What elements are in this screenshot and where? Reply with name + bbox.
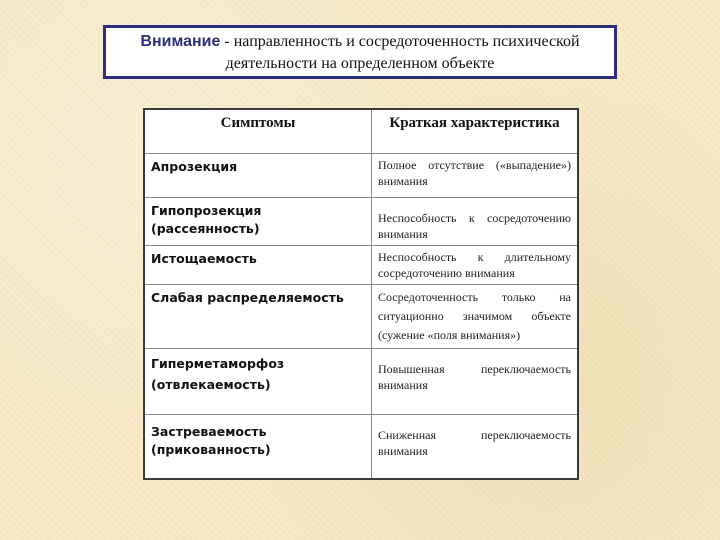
header-symptoms: Симптомы [144, 109, 372, 153]
description-cell: Повышенная переключаемость внимания [372, 348, 579, 414]
symptoms-table [143, 108, 579, 480]
definition-term: Внимание [140, 33, 221, 50]
table-row [144, 153, 578, 197]
symptom-cell: Застреваемость (прикованность) [144, 414, 372, 479]
description-cell: Неспособность к сосредоточению внимания [372, 197, 579, 245]
description-cell: Неспособность к длительному сосредоточению внимания [372, 245, 579, 284]
table-row [144, 414, 578, 479]
description-cell: Сосредоточенность только на ситуационно значимом объекте (сужение «поля внимания») [372, 284, 579, 348]
table-header-row [144, 109, 578, 153]
description-cell: Сниженная переключаемость внимания [372, 414, 579, 479]
symptom-cell: Истощаемость [144, 245, 372, 284]
symptom-cell: Апрозекция [144, 153, 372, 197]
table-row [144, 197, 578, 245]
header-description: Краткая характеристика [372, 109, 579, 153]
description-cell: Полное отсутствие («выпадение») внимания [372, 153, 579, 197]
definition-line-2: деятельности на определенном объекте [225, 55, 495, 72]
symptom-cell: Слабая распределяемость [144, 284, 372, 348]
table-row [144, 284, 578, 348]
table-row [144, 348, 578, 414]
definition-dash: - [220, 33, 234, 50]
symptom-cell: Гипопрозекция (рассеянность) [144, 197, 372, 245]
definition-text-1: направленность и сосредоточенность психической [233, 33, 580, 50]
definition-line-1 [106, 31, 614, 53]
definition-box [103, 25, 617, 79]
symptom-cell: Гиперметаморфоз (отвлекаемость) [144, 348, 372, 414]
table-row [144, 245, 578, 284]
